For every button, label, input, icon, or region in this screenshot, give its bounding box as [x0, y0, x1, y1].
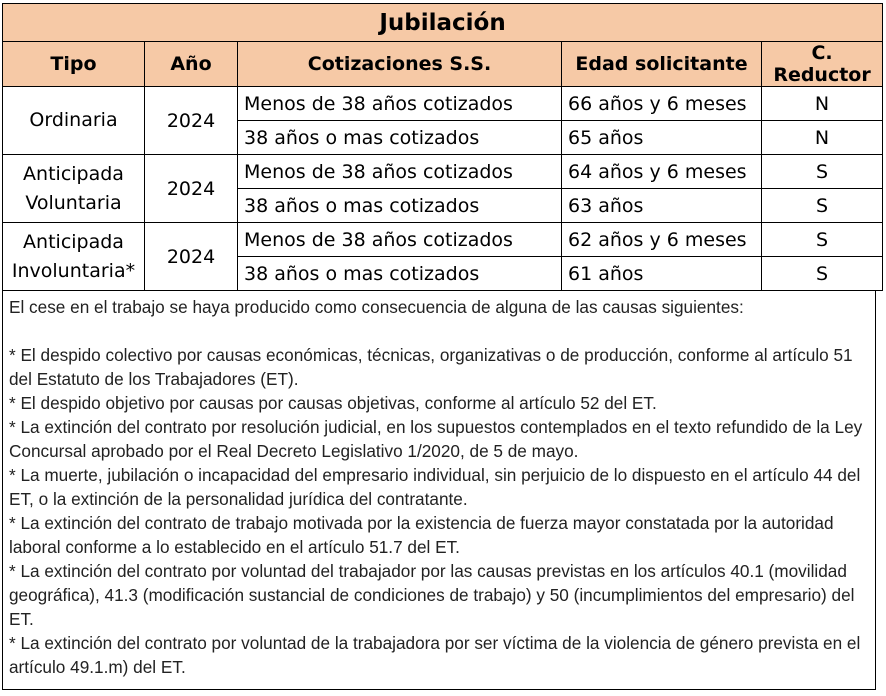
- anio-cell: 2024: [145, 155, 238, 223]
- note-item: * La muerte, jubilación o incapacidad del empresario individual, sin perjuicio de lo dispuesto en el artículo 44 del ET, o la extinción de la personalidad jurídica del contratante.: [9, 465, 861, 509]
- table-row: [3, 223, 883, 257]
- cotizaciones-cell: 38 años o mas cotizados: [238, 189, 562, 223]
- table-title: Jubilación: [3, 4, 883, 42]
- edad-cell: 64 años y 6 meses: [562, 155, 762, 189]
- edad-cell: 66 años y 6 meses: [562, 87, 762, 121]
- tipo-line: Voluntaria: [25, 191, 122, 214]
- header-reductor: C. Reductor: [762, 42, 883, 87]
- edad-cell: 63 años: [562, 189, 762, 223]
- tipo-cell: Ordinaria: [3, 87, 145, 155]
- tipo-cell: [3, 155, 145, 223]
- tipo-cell: [3, 223, 145, 291]
- note-item: * El despido colectivo por causas económicas, técnicas, organizativas o de producción, conforme al artículo 51 del Estatuto de los Trabajadores (ET).: [9, 345, 853, 389]
- header-edad: Edad solicitante: [562, 42, 762, 87]
- note-item: * La extinción del contrato por resolución judicial, en los supuestos contemplados en el texto refundido de la Ley Concursal aprobado por el Real Decreto Legislativo 1/2020, de 5 de mayo.: [9, 417, 863, 461]
- cotizaciones-cell: Menos de 38 años cotizados: [238, 155, 562, 189]
- note-item: * La extinción del contrato por voluntad del trabajador por las causas previstas en los artículos 40.1 (movilidad geográfica), 41.3 (modificación sustancial de condiciones de trabajo) y 50 (incumplimientos del empresario) del ET.: [9, 561, 855, 629]
- cotizaciones-cell: 38 años o mas cotizados: [238, 257, 562, 291]
- cotizaciones-cell: Menos de 38 años cotizados: [238, 87, 562, 121]
- causes-note-box: [2, 290, 876, 690]
- reductor-cell: S: [762, 189, 883, 223]
- tipo-line: Anticipada: [23, 230, 124, 253]
- edad-cell: 65 años: [562, 121, 762, 155]
- reductor-cell: N: [762, 121, 883, 155]
- cotizaciones-cell: Menos de 38 años cotizados: [238, 223, 562, 257]
- reductor-cell: S: [762, 257, 883, 291]
- note-item: * La extinción del contrato por voluntad de la trabajadora por ser víctima de la violencia de género prevista en el artículo 49.1.m) del ET.: [9, 633, 861, 677]
- anio-cell: 2024: [145, 87, 238, 155]
- anio-cell: 2024: [145, 223, 238, 291]
- header-cotizaciones: Cotizaciones S.S.: [238, 42, 562, 87]
- note-item: * El despido objetivo por causas por causas objetivas, conforme al artículo 52 del ET.: [9, 393, 657, 413]
- table-row: [3, 87, 883, 121]
- jubilacion-table: [2, 3, 883, 291]
- reductor-cell: S: [762, 223, 883, 257]
- tipo-line: Involuntaria*: [11, 259, 136, 282]
- table-row: [3, 155, 883, 189]
- header-anio: Año: [145, 42, 238, 87]
- edad-cell: 61 años: [562, 257, 762, 291]
- tipo-line: Anticipada: [23, 162, 124, 185]
- header-tipo: Tipo: [3, 42, 145, 87]
- cotizaciones-cell: 38 años o mas cotizados: [238, 121, 562, 155]
- reductor-cell: N: [762, 87, 883, 121]
- reductor-cell: S: [762, 155, 883, 189]
- edad-cell: 62 años y 6 meses: [562, 223, 762, 257]
- note-item: * La extinción del contrato de trabajo motivada por la existencia de fuerza mayor constatada por la autoridad laboral conforme a lo establecido en el artículo 51.7 del ET.: [9, 513, 834, 557]
- note-intro: El cese en el trabajo se haya producido como consecuencia de alguna de las causas siguientes:: [9, 297, 744, 317]
